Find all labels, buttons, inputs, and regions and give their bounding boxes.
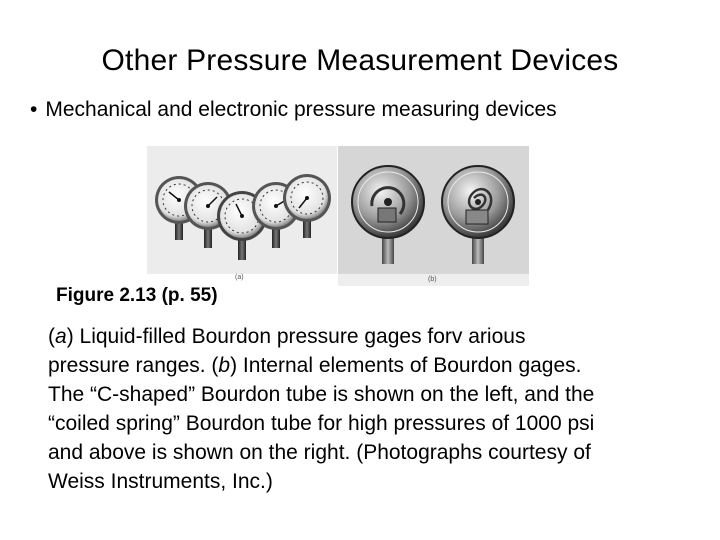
caption-letter-a: (a) bbox=[48, 325, 74, 348]
photo-panel-b bbox=[338, 146, 529, 286]
caption-line-2b: ) Internal elements of Bourdon gages. bbox=[230, 354, 582, 377]
caption-line-5: and above is shown on the right. (Photographs courtesy of bbox=[48, 441, 591, 464]
slide-title: Other Pressure Measurement Devices bbox=[101, 44, 619, 77]
bullet-item bbox=[30, 96, 557, 124]
caption-line-1: Liquid-filled Bourdon pressure gages forv arious bbox=[79, 325, 526, 348]
panel-b-letter: (b) bbox=[428, 276, 437, 283]
liquid-filled-gauges-image bbox=[147, 146, 337, 274]
bullet-text: Mechanical and electronic pressure measuring devices bbox=[45, 98, 557, 121]
figure-caption bbox=[48, 322, 688, 496]
caption-b-italic: b bbox=[218, 354, 231, 377]
caption-line-4: “coiled spring” Bourdon tube for high pressures of 1000 psi bbox=[48, 412, 595, 435]
internal-elements-image bbox=[338, 146, 529, 286]
figure-label: Figure 2.13 (p. 55) bbox=[56, 285, 218, 306]
caption-line-6: Weiss Instruments, Inc.) bbox=[48, 470, 273, 493]
caption-line-2: pressure ranges. ( bbox=[48, 354, 219, 377]
panel-a-letter: (a) bbox=[235, 274, 244, 281]
caption-line-3: The “C-shaped” Bourdon tube is shown on the left, and the bbox=[48, 383, 595, 406]
bullet-symbol: • bbox=[30, 98, 38, 121]
photo-panel-a bbox=[147, 146, 337, 281]
figure-photographs bbox=[147, 146, 529, 286]
caption-a-italic: a bbox=[55, 325, 67, 348]
